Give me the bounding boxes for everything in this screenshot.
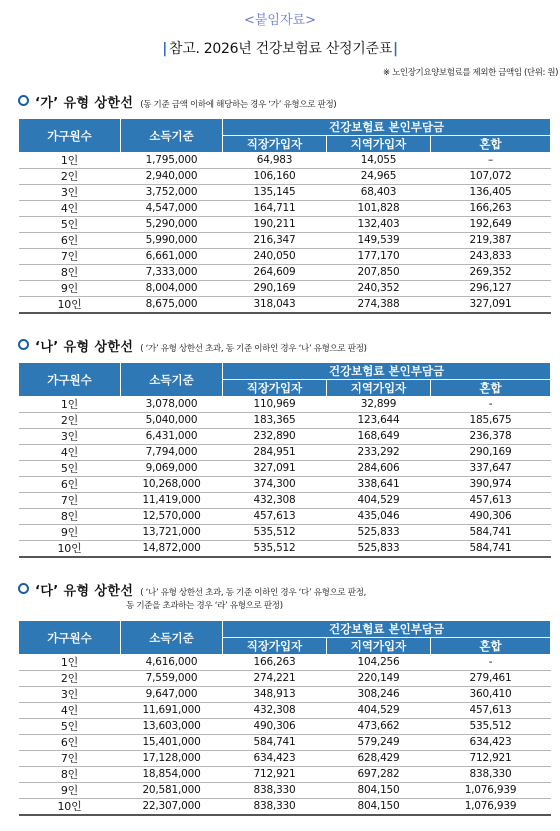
cell-regional: 284,606 [327, 461, 431, 477]
cell-regional: 101,828 [327, 201, 431, 217]
cell-income: 15,401,000 [121, 735, 223, 751]
table-row [19, 477, 551, 493]
cell-regional: 628,429 [327, 751, 431, 767]
cell-employee: 457,613 [223, 509, 327, 525]
table-row [19, 735, 551, 751]
cell-mixed: 107,072 [431, 169, 551, 185]
table-row [19, 185, 551, 201]
cell-income: 10,268,000 [121, 477, 223, 493]
cell-household: 8인 [19, 509, 121, 525]
cell-employee: 264,609 [223, 265, 327, 281]
cell-regional: 123,644 [327, 413, 431, 429]
cell-income: 3,078,000 [121, 397, 223, 413]
cell-income: 2,940,000 [121, 169, 223, 185]
cell-mixed: 337,647 [431, 461, 551, 477]
section-heading-da [18, 580, 366, 599]
section-note-continued: 동 기준을 초과하는 경우 ‘라’ 유형으로 판정) [126, 601, 283, 611]
cell-mixed: 535,512 [431, 719, 551, 735]
cell-employee: 374,300 [223, 477, 327, 493]
cell-mixed: 166,263 [431, 201, 551, 217]
cell-income: 3,752,000 [121, 185, 223, 201]
cell-household: 8인 [19, 767, 121, 783]
section-note: (동 기준 금액 이하에 해당하는 경우 ‘가’ 유형으로 판정) [140, 100, 337, 110]
cell-household: 7인 [19, 751, 121, 767]
cell-employee: 490,306 [223, 719, 327, 735]
cell-employee: 290,169 [223, 281, 327, 297]
table-row [19, 751, 551, 767]
unit-footnote: ※ 노인장기요양보험료를 제외한 금액임 (단위: 원) [383, 68, 558, 78]
section-heading-ga [18, 92, 336, 111]
section-note: ( ‘나’ 유형 상한선 초과, 동 기준 이하인 경우 ‘다’ 유형으로 판정, [140, 588, 367, 598]
cell-regional: 473,662 [327, 719, 431, 735]
cell-income: 1,795,000 [121, 153, 223, 169]
cell-household: 4인 [19, 703, 121, 719]
cell-household: 3인 [19, 429, 121, 445]
cell-mixed: 136,405 [431, 185, 551, 201]
header-employee: 직장가입자 [223, 638, 327, 655]
table-row [19, 265, 551, 281]
title-bar-mark-end: | [392, 41, 398, 57]
cell-mixed: 279,461 [431, 671, 551, 687]
cell-employee: 584,741 [223, 735, 327, 751]
cell-employee: 190,211 [223, 217, 327, 233]
cell-household: 9인 [19, 783, 121, 799]
cell-household: 5인 [19, 719, 121, 735]
table-row [19, 169, 551, 185]
cell-household: 7인 [19, 249, 121, 265]
cell-regional: 24,965 [327, 169, 431, 185]
cell-regional: 68,403 [327, 185, 431, 201]
cell-regional: 177,170 [327, 249, 431, 265]
cell-mixed: 236,378 [431, 429, 551, 445]
cell-employee: 274,221 [223, 671, 327, 687]
cell-regional: 32,899 [327, 397, 431, 413]
cell-household: 6인 [19, 233, 121, 249]
cell-income: 12,570,000 [121, 509, 223, 525]
table-row [19, 461, 551, 477]
header-regional: 지역가입자 [327, 380, 431, 397]
cell-income: 4,547,000 [121, 201, 223, 217]
cell-household: 6인 [19, 477, 121, 493]
cell-employee: 634,423 [223, 751, 327, 767]
table-row [19, 541, 551, 558]
cell-employee: 327,091 [223, 461, 327, 477]
cell-household: 1인 [19, 153, 121, 169]
cell-income: 11,691,000 [121, 703, 223, 719]
cell-mixed: 584,741 [431, 525, 551, 541]
table-row [19, 687, 551, 703]
cell-household: 8인 [19, 265, 121, 281]
cell-mixed: 192,649 [431, 217, 551, 233]
cell-regional: 149,539 [327, 233, 431, 249]
cell-household: 10인 [19, 799, 121, 816]
cell-regional: 233,292 [327, 445, 431, 461]
circle-bullet-icon [18, 95, 29, 106]
header-regional: 지역가입자 [327, 638, 431, 655]
cell-mixed: – [431, 153, 551, 169]
cell-regional: 404,529 [327, 703, 431, 719]
header-premium-group: 건강보험료 본인부담금 [223, 621, 551, 638]
cell-income: 8,004,000 [121, 281, 223, 297]
cell-regional: 338,641 [327, 477, 431, 493]
cell-mixed: 269,352 [431, 265, 551, 281]
section-heading-na [18, 336, 367, 355]
cell-regional: 168,649 [327, 429, 431, 445]
cell-employee: 240,050 [223, 249, 327, 265]
cell-regional: 525,833 [327, 541, 431, 558]
cell-mixed: 296,127 [431, 281, 551, 297]
cell-mixed: 634,423 [431, 735, 551, 751]
header-income: 소득기준 [121, 621, 223, 655]
cell-income: 7,559,000 [121, 671, 223, 687]
cell-mixed: 327,091 [431, 297, 551, 314]
cell-mixed: 838,330 [431, 767, 551, 783]
cell-income: 4,616,000 [121, 655, 223, 671]
cell-employee: 432,308 [223, 703, 327, 719]
cell-mixed: - [431, 397, 551, 413]
cell-mixed: 584,741 [431, 541, 551, 558]
section-title: ‘가’ 유형 상한선 [35, 96, 134, 111]
cell-regional: 697,282 [327, 767, 431, 783]
header-income: 소득기준 [121, 119, 223, 153]
title-bar-mark: | [162, 41, 168, 57]
table-ga [18, 118, 551, 314]
header-premium-group: 건강보험료 본인부담금 [223, 119, 551, 136]
cell-regional: 14,055 [327, 153, 431, 169]
cell-household: 7인 [19, 493, 121, 509]
cell-regional: 579,249 [327, 735, 431, 751]
cell-income: 5,990,000 [121, 233, 223, 249]
cell-mixed: 390,974 [431, 477, 551, 493]
cell-employee: 838,330 [223, 799, 327, 816]
cell-regional: 404,529 [327, 493, 431, 509]
cell-household: 5인 [19, 461, 121, 477]
cell-household: 6인 [19, 735, 121, 751]
cell-income: 6,661,000 [121, 249, 223, 265]
table-row [19, 655, 551, 671]
header-household: 가구원수 [19, 621, 121, 655]
cell-household: 4인 [19, 201, 121, 217]
cell-household: 2인 [19, 169, 121, 185]
header-regional: 지역가입자 [327, 136, 431, 153]
table-row [19, 767, 551, 783]
header-mixed: 혼합 [431, 136, 551, 153]
cell-employee: 535,512 [223, 541, 327, 558]
cell-employee: 106,160 [223, 169, 327, 185]
cell-mixed: 457,613 [431, 703, 551, 719]
cell-household: 3인 [19, 687, 121, 703]
table-da [18, 620, 551, 816]
table-row [19, 525, 551, 541]
cell-income: 8,675,000 [121, 297, 223, 314]
appendix-label: <붙임자료> [243, 13, 317, 28]
cell-employee: 183,365 [223, 413, 327, 429]
cell-regional: 804,150 [327, 799, 431, 816]
cell-employee: 64,983 [223, 153, 327, 169]
cell-income: 7,333,000 [121, 265, 223, 281]
cell-income: 22,307,000 [121, 799, 223, 816]
cell-mixed: 1,076,939 [431, 783, 551, 799]
cell-income: 5,040,000 [121, 413, 223, 429]
table-body [19, 153, 551, 314]
reference-title-text: 참고. 2026년 건강보험료 산정기준표 [169, 41, 392, 57]
cell-income: 5,290,000 [121, 217, 223, 233]
cell-household: 2인 [19, 671, 121, 687]
table-row [19, 493, 551, 509]
cell-household: 5인 [19, 217, 121, 233]
cell-employee: 110,969 [223, 397, 327, 413]
cell-household: 2인 [19, 413, 121, 429]
cell-household: 1인 [19, 655, 121, 671]
cell-regional: 804,150 [327, 783, 431, 799]
cell-regional: 132,403 [327, 217, 431, 233]
cell-regional: 525,833 [327, 525, 431, 541]
cell-employee: 348,913 [223, 687, 327, 703]
table-row [19, 153, 551, 169]
cell-mixed: 290,169 [431, 445, 551, 461]
cell-employee: 135,145 [223, 185, 327, 201]
cell-regional: 104,256 [327, 655, 431, 671]
table-row [19, 397, 551, 413]
cell-household: 9인 [19, 281, 121, 297]
cell-income: 14,872,000 [121, 541, 223, 558]
table-row [19, 445, 551, 461]
cell-household: 10인 [19, 297, 121, 314]
cell-mixed: 712,921 [431, 751, 551, 767]
cell-regional: 240,352 [327, 281, 431, 297]
cell-mixed: 243,833 [431, 249, 551, 265]
table-row [19, 201, 551, 217]
cell-household: 4인 [19, 445, 121, 461]
cell-household: 1인 [19, 397, 121, 413]
table-body [19, 397, 551, 558]
table-na [18, 362, 551, 558]
cell-regional: 435,046 [327, 509, 431, 525]
table-row [19, 429, 551, 445]
cell-household: 10인 [19, 541, 121, 558]
cell-employee: 535,512 [223, 525, 327, 541]
section-title: ‘나’ 유형 상한선 [35, 340, 134, 355]
header-employee: 직장가입자 [223, 136, 327, 153]
table-row [19, 703, 551, 719]
header-mixed: 혼합 [431, 638, 551, 655]
table-row [19, 217, 551, 233]
reference-title [0, 38, 560, 58]
table-row [19, 671, 551, 687]
section-title: ‘다’ 유형 상한선 [35, 584, 134, 599]
header-employee: 직장가입자 [223, 380, 327, 397]
header-income: 소득기준 [121, 363, 223, 397]
circle-bullet-icon [18, 339, 29, 350]
table-row [19, 783, 551, 799]
cell-regional: 308,246 [327, 687, 431, 703]
cell-income: 17,128,000 [121, 751, 223, 767]
cell-regional: 274,388 [327, 297, 431, 314]
cell-regional: 207,850 [327, 265, 431, 281]
header-household: 가구원수 [19, 363, 121, 397]
table-body [19, 655, 551, 816]
cell-household: 3인 [19, 185, 121, 201]
cell-employee: 432,308 [223, 493, 327, 509]
header-premium-group: 건강보험료 본인부담금 [223, 363, 551, 380]
table-row [19, 249, 551, 265]
cell-income: 18,854,000 [121, 767, 223, 783]
circle-bullet-icon [18, 583, 29, 594]
cell-mixed: 219,387 [431, 233, 551, 249]
cell-mixed: 1,076,939 [431, 799, 551, 816]
cell-income: 13,603,000 [121, 719, 223, 735]
table-row [19, 297, 551, 314]
cell-employee: 284,951 [223, 445, 327, 461]
cell-mixed: 457,613 [431, 493, 551, 509]
header-household: 가구원수 [19, 119, 121, 153]
cell-employee: 318,043 [223, 297, 327, 314]
cell-employee: 216,347 [223, 233, 327, 249]
cell-income: 13,721,000 [121, 525, 223, 541]
section-note: ( ‘가’ 유형 상한선 초과, 동 기준 이하인 경우 ‘나’ 유형으로 판정) [140, 344, 367, 354]
cell-mixed: - [431, 655, 551, 671]
table-row [19, 281, 551, 297]
cell-income: 6,431,000 [121, 429, 223, 445]
cell-employee: 838,330 [223, 783, 327, 799]
header-mixed: 혼합 [431, 380, 551, 397]
table-row [19, 799, 551, 816]
cell-income: 9,069,000 [121, 461, 223, 477]
cell-household: 9인 [19, 525, 121, 541]
table-row [19, 233, 551, 249]
cell-income: 9,647,000 [121, 687, 223, 703]
cell-mixed: 185,675 [431, 413, 551, 429]
table-row [19, 719, 551, 735]
cell-employee: 712,921 [223, 767, 327, 783]
cell-employee: 164,711 [223, 201, 327, 217]
cell-income: 20,581,000 [121, 783, 223, 799]
cell-regional: 220,149 [327, 671, 431, 687]
table-row [19, 413, 551, 429]
cell-employee: 166,263 [223, 655, 327, 671]
cell-employee: 232,890 [223, 429, 327, 445]
cell-mixed: 490,306 [431, 509, 551, 525]
cell-income: 11,419,000 [121, 493, 223, 509]
cell-mixed: 360,410 [431, 687, 551, 703]
cell-income: 7,794,000 [121, 445, 223, 461]
table-row [19, 509, 551, 525]
